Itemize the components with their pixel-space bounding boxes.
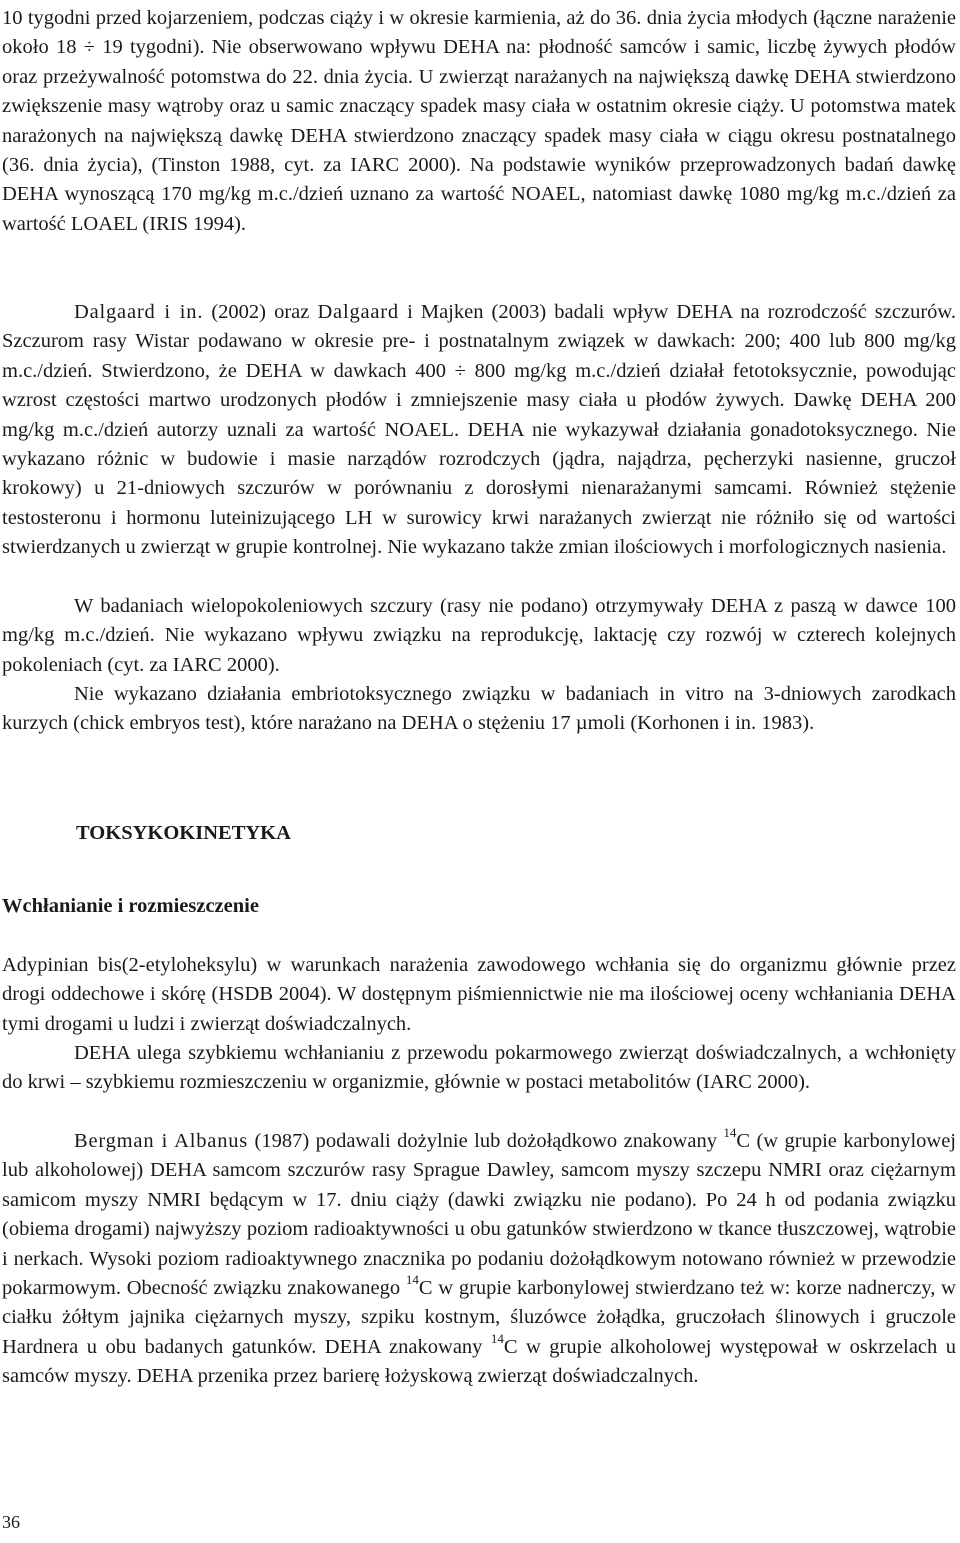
paragraph-fertility-study: [2, 4, 956, 239]
isotope-superscript: 14: [490, 1331, 504, 1347]
paragraph-multigenerational-study: W badaniach wielopokoleniowych szczury (rasy nie podano) otrzymywały DEHA z paszą w dawce 100 mg/kg m.c./dzień. Nie wykazano wpływu związku na reprodukcję, laktację czy rozwój w czterech kolejnych pokoleniach (cyt. za IARC 2000).: [2, 595, 956, 676]
paragraph-embryotoxicity: Nie wykazano działania embriotoksycznego związku w badaniach in vitro na 3-dniowych zarodkach kurzych (chick embryos test), które narażano na DEHA o stężeniu 17 µmoli (Korhonen i in. 1983).: [2, 683, 956, 735]
paragraph-gi-absorption: DEHA ulega szybkiemu wchłanianiu z przewodu pokarmowego zwierząt doświadczalnych, a wchłonięty do krwi – szybkiemu rozmieszczeniu w organizmie, głównie w postaci metabolitów (IARC 2000).: [2, 1042, 956, 1094]
author-name: Dalgaard: [317, 301, 399, 323]
page-number: 36: [2, 1512, 20, 1532]
author-name: Dalgaard i in.: [74, 301, 204, 323]
section-title: TOKSYKOKINETYKA: [76, 822, 291, 844]
paragraph-text: 10 tygodni przed kojarzeniem, podczas ciąży i w okresie karmienia, aż do 36. dnia życia młodych (łączne narażenie około 18 ÷ 19 tygodni). Nie obserwowano wpływu DEHA na: płodność samców i samic, liczbę żywych płodów oraz przeżywalność potomstwa do 22. dnia życia. U zwierząt narażanych na największą dawkę DEHA stwierdzono zwiększenie masy wątroby oraz u samic znaczący spadek masy ciała w ostatnim okresie ciąży. U potomstwa matek narażonych na największą dawkę DEHA stwierdzono znaczący spadek masy ciała w ciągu okresu postnatalnego (36. dnia życia), (Tinston 1988, cyt. za IARC 2000). Na podstawie wyników przeprowadzonych badań dawkę DEHA wynoszącą 170 mg/kg m.c./dzień uznano za wartość NOAEL, natomiast dawkę 1080 mg/kg m.c./dzień za wartość LOAEL (IRIS 1994).: [2, 7, 956, 235]
isotope-superscript: 14: [723, 1125, 737, 1141]
subsection-title: Wchłanianie i rozmieszczenie: [2, 895, 259, 917]
author-name: Bergman i Albanus: [74, 1130, 249, 1152]
paragraph-bergman-study: Bergman i Albanus (1987) podawali dożylnie lub dożołądkowo znakowany $^{14}$C (w grupie karbonylowej lub alkoholowej) DEHA samcom szczurów rasy Sprague Dawley, samcom myszy szczepu NMRI oraz ciężarnym samicom myszy NMRI będącym w 17. dniu ciąży (dawki związku nie podano). Po 24 h od podania związku (obiema drogami) najwyższy poziom radioaktywności u obu gatunków stwierdzono w tkance tłuszczowej, wątrobie i nerkach. Wysoki poziom radioaktywnego znacznika po podaniu dożołądkowym notowano również w przewodzie pokarmowym. Obecność związku znakowanego $^{14}$C w grupie karbonylowej stwierdzano też w: korze nadnerczy, w ciałku żółtym jajnika ciężarnych myszy, szpiku kostnym, śluzówce żołądka, gruczołach ślinowych i gruczole Hardnera u obu badanych gatunków. DEHA znakowany $^{14}$C w grupie alkoholowej występował w oskrzelach u samców myszy. DEHA przenika przez barierę łożyskową zwierząt doświadczalnych.: [2, 1125, 956, 1388]
paragraph-dalgaard-study: Dalgaard i in. (2002) oraz Dalgaard i Majken (2003) badali wpływ DEHA na rozrodczość szczurów. Szczurom rasy Wistar podawano w okresie pre- i postnatalnym związek w dawkach: 200; 400 lub 800 mg/kg m.c./dzień. Stwierdzono, że DEHA w dawkach 400 ÷ 800 mg/kg m.c./dzień działał fetotoksycznie, powodując wzrost częstości martwo urodzonych płodów i zmniejszenie masy ciała u płodów żywych. Dawkę DEHA 200 mg/kg m.c./dzień autorzy uznali za wartość NOAEL. DEHA nie wykazywał działania gonadotoksycznego. Nie wykazano różnic w budowie i masie narządów rozrodczych (jądra, najądrza, pęcherzyki nasienne, gruczoł krokowy) u 21-dniowych szczurów w porównaniu z dorosłymi nienarażanymi samcami. Również stężenie testosteronu i hormonu luteinizującego LH w surowicy krwi narażanych zwierząt nie różniło się od wartości stwierdzanych u zwierząt w grupie kontrolnej. Nie wykazano także zmian ilościowych i morfologicznych nasienia.: [2, 301, 956, 559]
paragraph-absorption-routes: Adypinian bis(2-etyloheksylu) w warunkach narażenia zawodowego wchłania się do organizmu głównie przez drogi oddechowe i skórę (HSDB 2004). W dostępnym piśmiennictwie nie ma ilościowej oceny wchłaniania DEHA tymi drogami u ludzi i zwierząt doświadczalnych.: [2, 954, 956, 1035]
isotope-superscript: 14: [405, 1272, 419, 1288]
